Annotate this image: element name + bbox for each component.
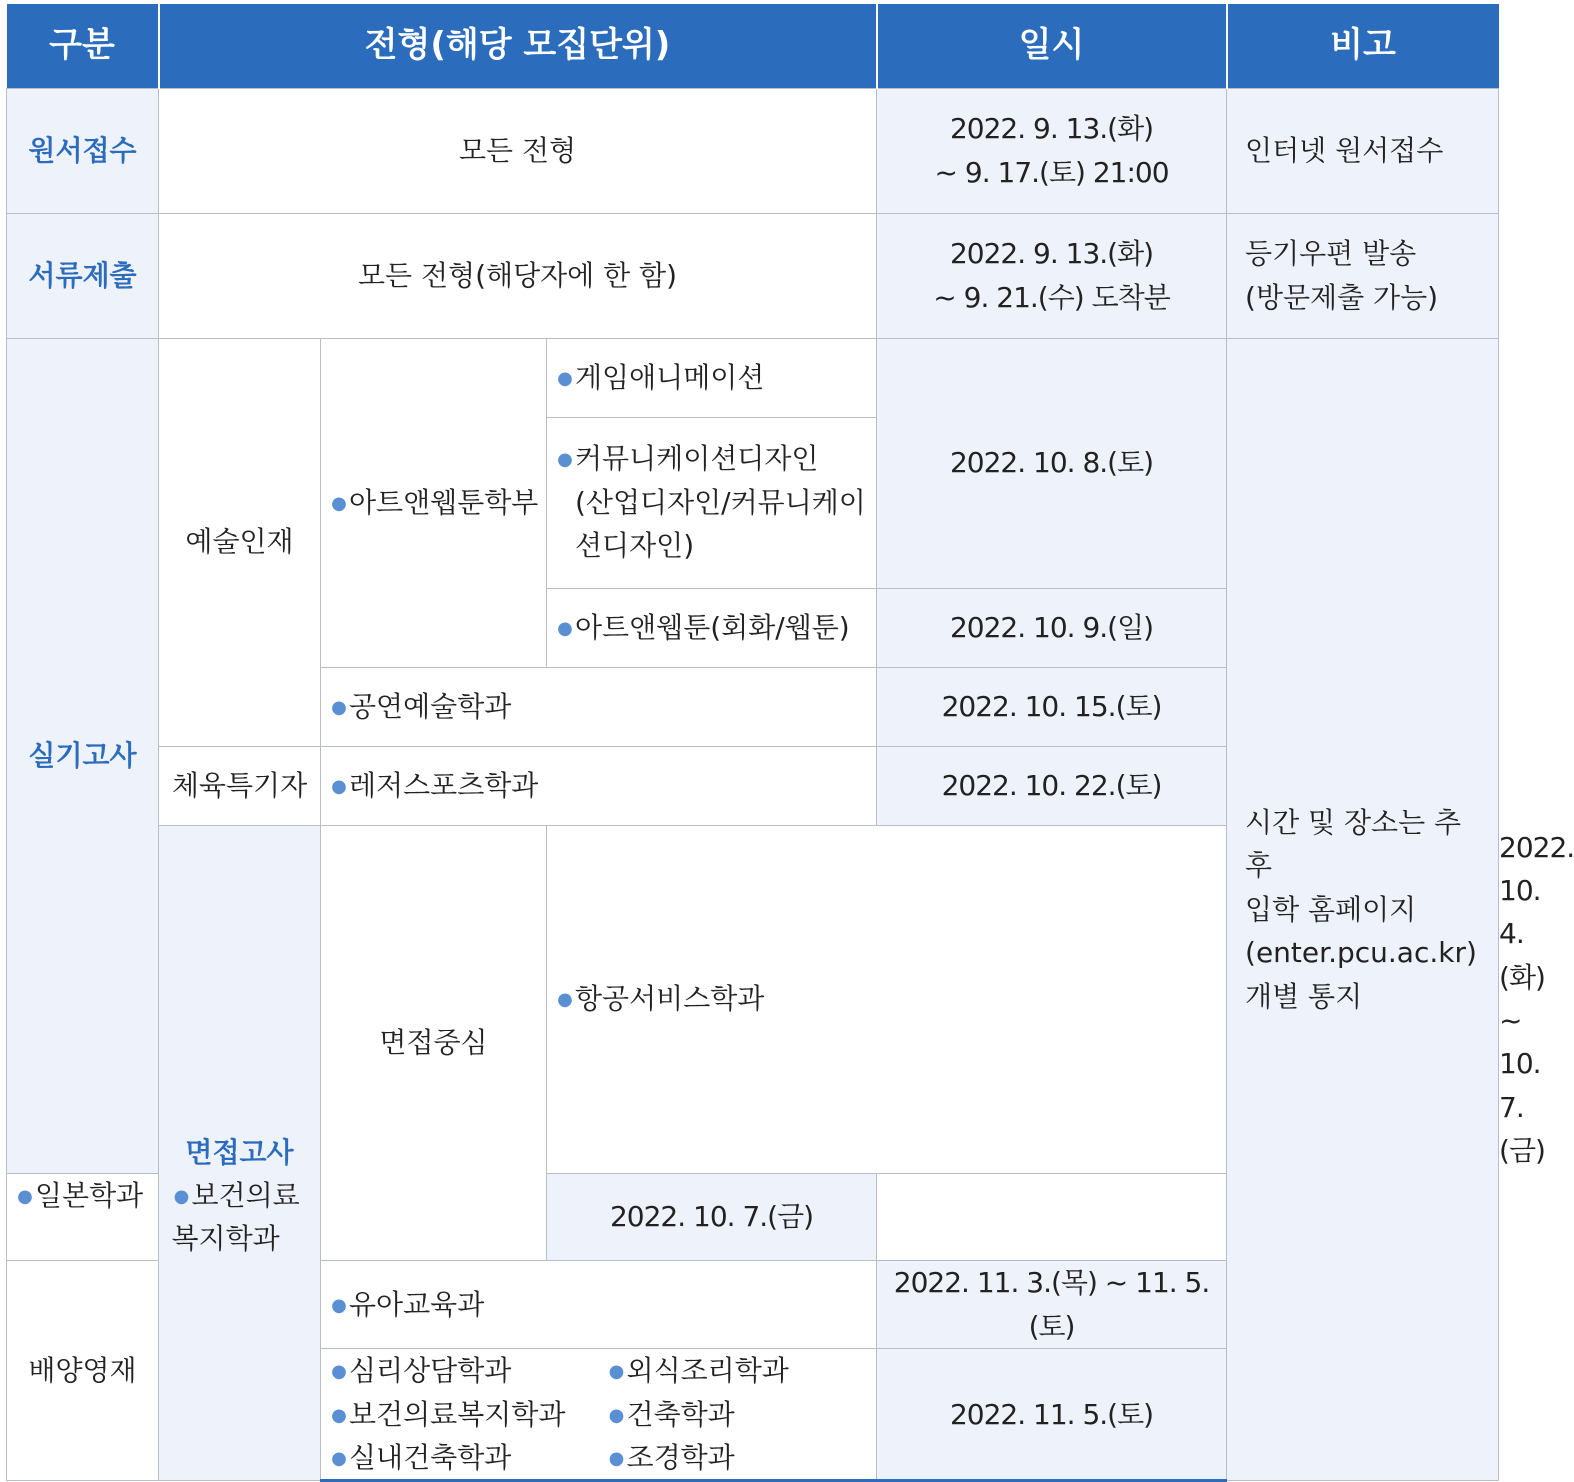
bullet-dot-icon: ● [557, 449, 573, 471]
major-art-webtoon [547, 588, 877, 667]
category-interview: 면접고사 [159, 825, 321, 1481]
track-all-applicable: 모든 전형(해당자에 한 함) [159, 213, 877, 338]
bullet-dot-icon: ● [331, 1361, 347, 1383]
dept-leisure-sports [321, 746, 877, 825]
item-label: 아트앤웹툰(회화/웹툰) [575, 610, 850, 644]
bullet-dot-icon: ● [331, 1404, 347, 1426]
list-item [329, 1436, 599, 1479]
note-line: (enter.pcu.ac.kr) [1245, 936, 1477, 970]
bullet-dot-icon: ● [608, 1404, 625, 1426]
item-label: 보건의료복지학과 [349, 1397, 566, 1431]
subgroup-interview-focus: 면접중심 [321, 825, 547, 1261]
date-line: ~ 9. 17.(토) 21:00 [934, 155, 1169, 189]
item-label: 조경학과 [626, 1440, 735, 1474]
bullet-dot-icon: ● [173, 1185, 190, 1207]
shared-note-cell [1227, 338, 1499, 1481]
major-comm-design [547, 417, 877, 588]
category-application: 원서접수 [7, 88, 159, 213]
note-cell: 인터넷 원서접수 [1227, 88, 1499, 213]
item-label: 공연예술학과 [349, 689, 512, 723]
item-label: 심리상담학과 [349, 1354, 512, 1388]
item-label: 보건의료복지학과 [171, 1178, 300, 1256]
header-date: 일시 [877, 4, 1227, 88]
date-cell [877, 213, 1227, 338]
item-label: 게임애니메이션 [575, 360, 765, 394]
dept-art-webtoon [321, 338, 547, 667]
bullet-dot-icon: ● [331, 1295, 347, 1317]
dept-list [321, 1349, 877, 1481]
list-item [329, 1349, 599, 1392]
item-label: 레저스포츠학과 [349, 768, 539, 802]
date-cell: 2022. 10. 8.(토) [877, 338, 1227, 588]
note-line: 시간 및 장소는 추후 [1245, 805, 1462, 883]
bullet-dot-icon: ● [331, 775, 347, 797]
bullet-dot-icon: ● [331, 696, 347, 718]
date-cell: 2022. 10. 15.(토) [877, 667, 1227, 746]
table-row [7, 338, 1499, 417]
list-item [607, 1349, 877, 1392]
date-cell: 2022. 10. 9.(일) [877, 588, 1227, 667]
note-line: 입학 홈페이지 [1245, 892, 1417, 926]
subgroup-art-talent: 예술인재 [159, 338, 321, 746]
item-label: 항공서비스학과 [575, 982, 765, 1016]
date-line: 2022. 9. 13.(화) [949, 237, 1154, 271]
bullet-dot-icon: ● [557, 989, 573, 1011]
list-item [329, 1393, 599, 1436]
bullet-dot-icon: ● [557, 617, 573, 639]
note-cell [1227, 213, 1499, 338]
subgroup-nurturing: 배양영재 [7, 1261, 159, 1481]
item-label-continued: 션디자인) [575, 529, 695, 563]
list-item [607, 1436, 877, 1479]
dept-aviation-service [547, 825, 1227, 1173]
bullet-dot-icon: ● [331, 1448, 347, 1470]
bullet-dot-icon: ● [608, 1448, 625, 1470]
date-cell: 2022. 11. 3.(목) ~ 11. 5.(토) [877, 1261, 1227, 1349]
date-cell [877, 88, 1227, 213]
item-label: 건축학과 [626, 1397, 735, 1431]
header-note: 비고 [1227, 4, 1499, 88]
category-documents: 서류제출 [7, 213, 159, 338]
item-label: 일본학과 [35, 1178, 144, 1212]
dept-pair [7, 1173, 321, 1261]
item-label-continued: (산업디자인/커뮤니케이 [575, 485, 866, 519]
item-label: 커뮤니케이션디자인 [575, 442, 819, 476]
dept-performing-arts [321, 667, 877, 746]
bullet-dot-icon: ● [17, 1185, 33, 1207]
table-row: 면접고사 면접중심 ●항공서비스학과 2022. 10. 4.(화) ~ 10. 7.(금) [7, 825, 1499, 1173]
date-line: ~ 9. 21.(수) 도착분 [933, 280, 1170, 314]
category-practical: 실기고사 [7, 338, 159, 1173]
note-line: (방문제출 가능) [1245, 280, 1439, 314]
header-category: 구분 [7, 4, 159, 88]
note-line: 개별 통지 [1245, 979, 1363, 1013]
header-track: 전형(해당 모집단위) [159, 4, 877, 88]
date-cell: 2022. 10. 22.(토) [877, 746, 1227, 825]
bullet-dot-icon: ● [331, 492, 347, 514]
schedule-table [6, 4, 1574, 1482]
subgroup-sports-talent: 체육특기자 [159, 746, 321, 825]
table-row [7, 88, 1499, 213]
date-line: 2022. 9. 13.(화) [949, 112, 1154, 146]
item-label: 유아교육과 [349, 1288, 485, 1322]
bullet-dot-icon: ● [608, 1361, 625, 1383]
item-label: 아트앤웹툰학부 [349, 485, 539, 519]
major-game-animation [547, 338, 877, 417]
header-row [7, 4, 1499, 88]
list-item [607, 1393, 877, 1436]
dept-early-childhood [321, 1261, 877, 1349]
track-all: 모든 전형 [159, 88, 877, 213]
date-cell: 2022. 10. 7.(금) [547, 1173, 877, 1261]
item-label: 실내건축학과 [349, 1440, 512, 1474]
bullet-dot-icon: ● [557, 367, 573, 389]
note-line: 등기우편 발송 [1245, 237, 1417, 271]
item-label: 외식조리학과 [626, 1354, 789, 1388]
table-row [7, 213, 1499, 338]
date-cell: 2022. 11. 5.(토) [877, 1349, 1227, 1481]
